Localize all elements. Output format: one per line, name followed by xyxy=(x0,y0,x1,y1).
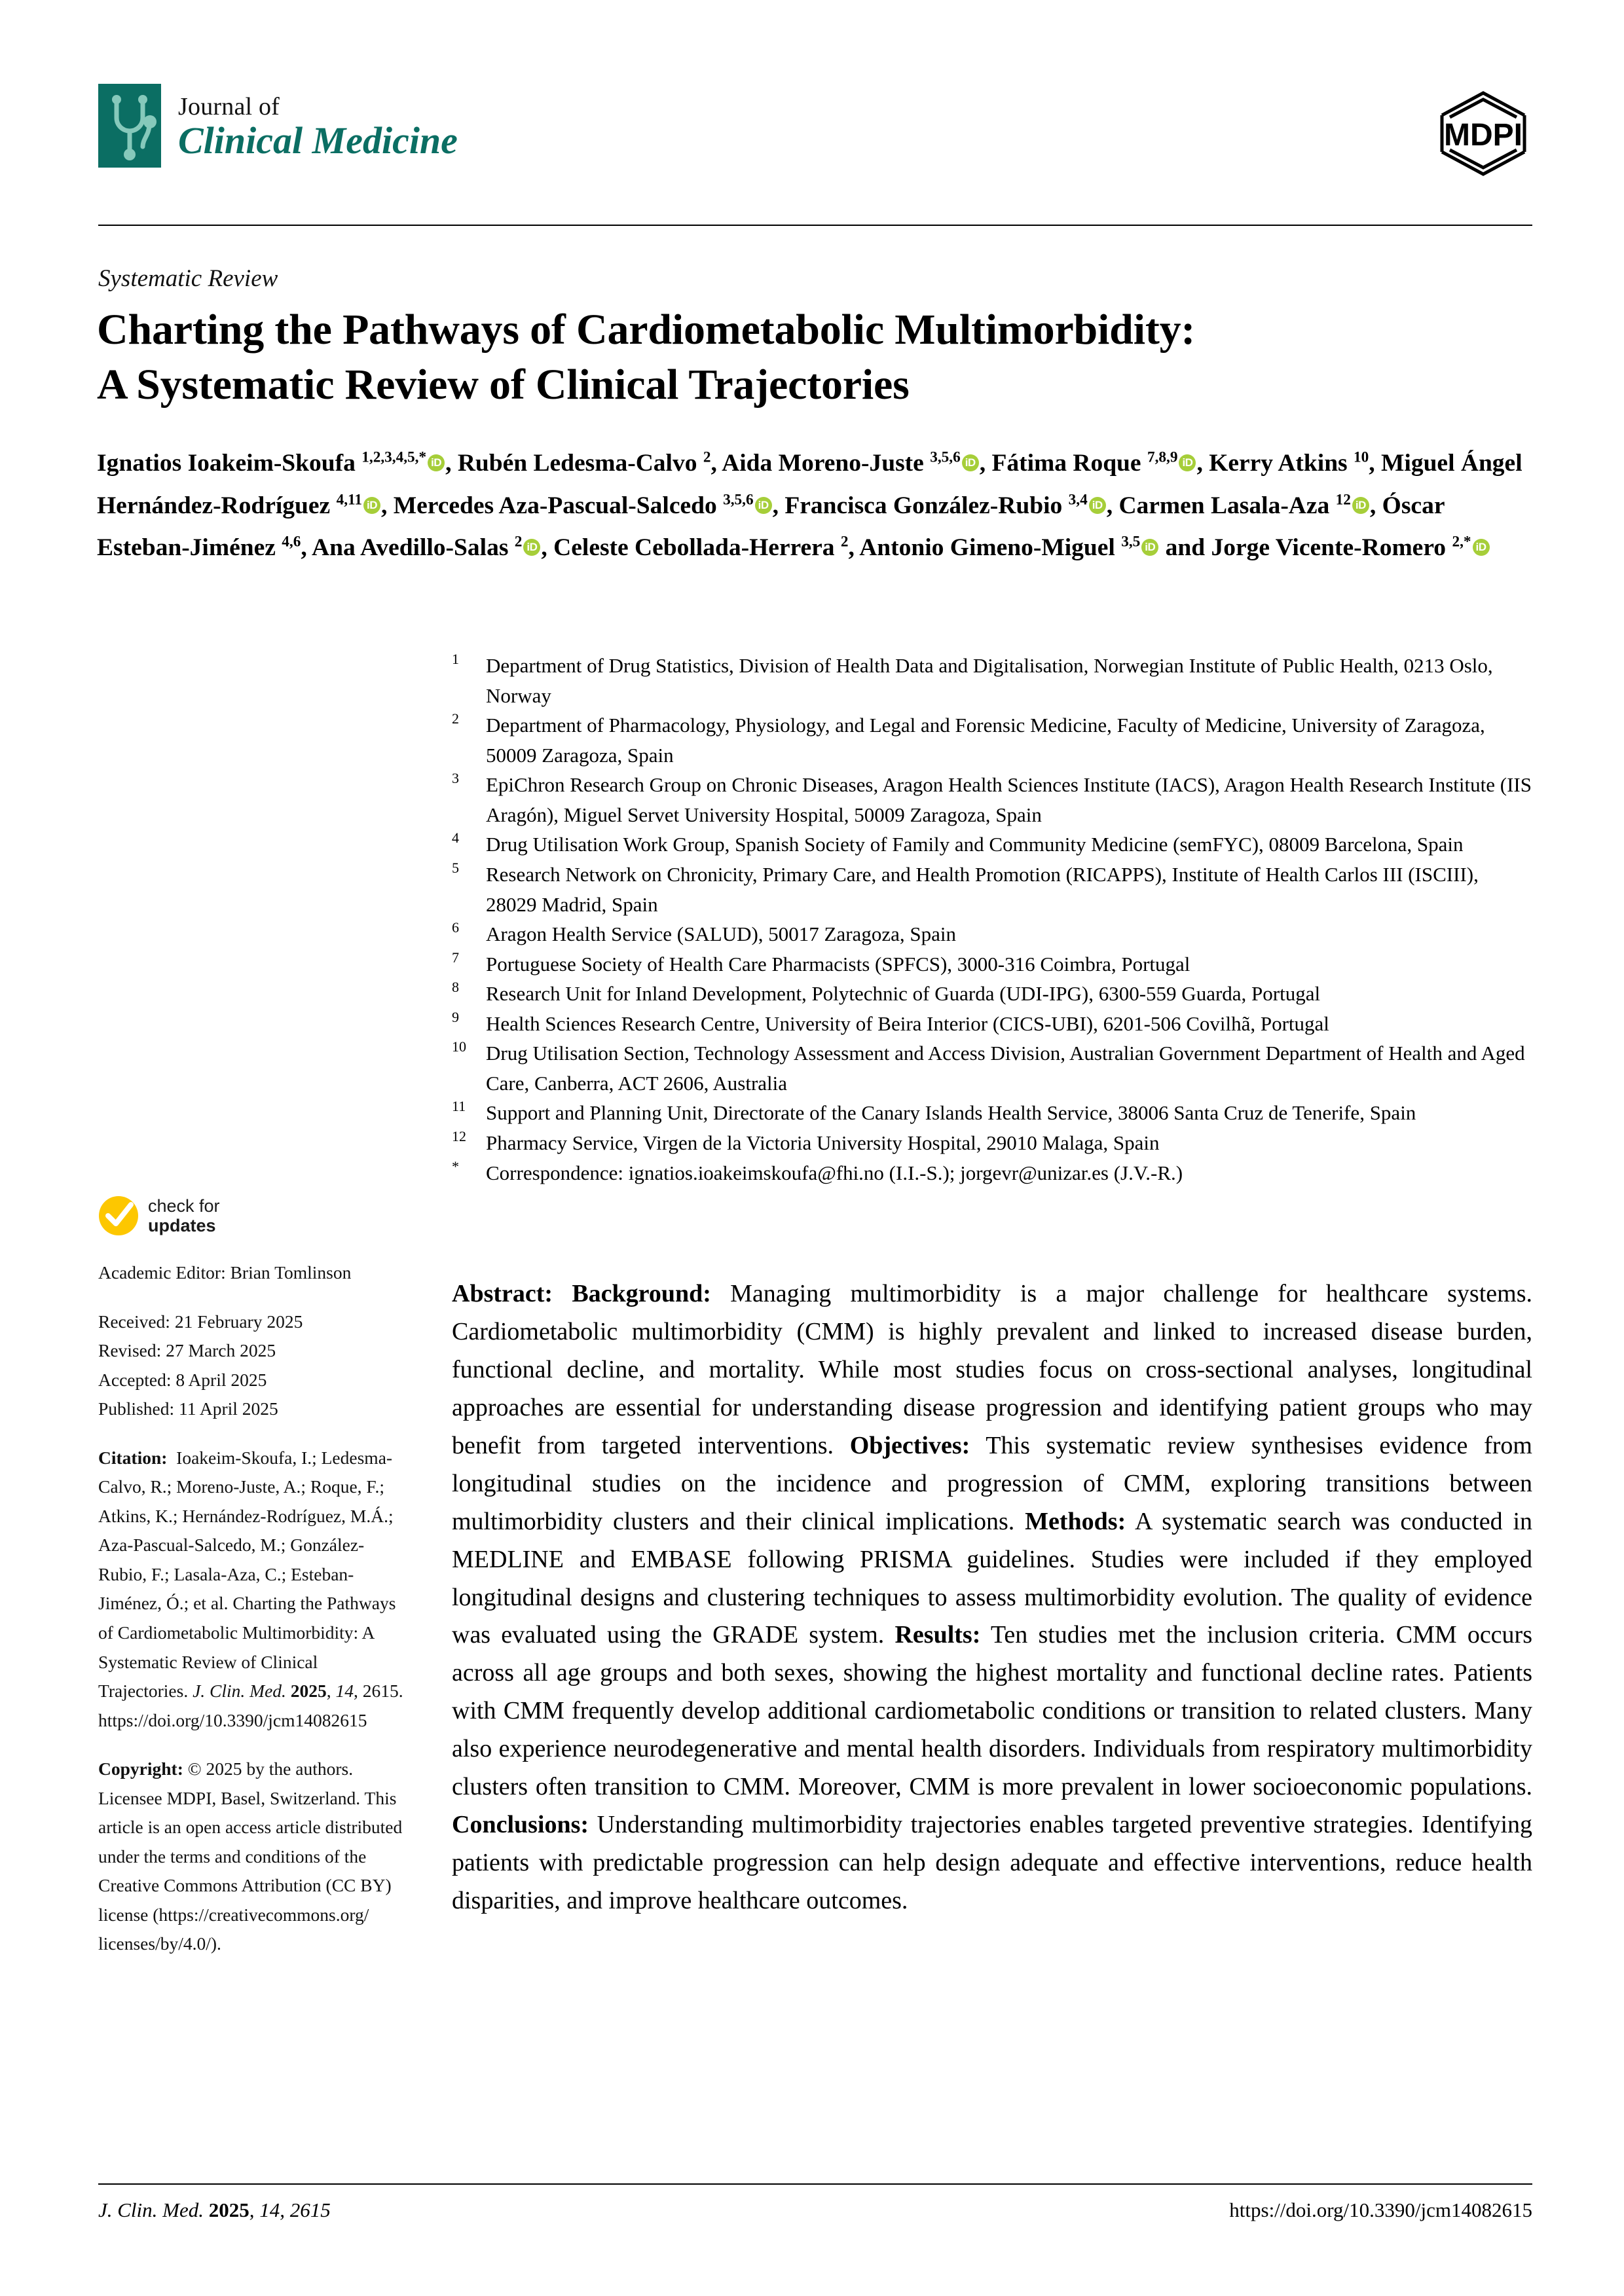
page-footer xyxy=(98,2198,1532,2222)
affiliation-marker: 8 xyxy=(452,979,459,996)
title-line-1: Charting the Pathways of Cardiometabolic Multimorbidity: xyxy=(97,306,1196,354)
affiliation-list xyxy=(452,651,1532,1188)
affiliation-item xyxy=(452,710,1532,770)
affiliation-text: Drug Utilisation Work Group, Spanish Society of Family and Community Medicine (semFYC), 08009 Barcelona, Spain xyxy=(486,833,1464,856)
orcid-icon[interactable]: iD xyxy=(1352,497,1369,514)
affiliation-text: Support and Planning Unit, Directorate of the Canary Islands Health Service, 38006 Santa Cruz de Tenerife, Spain xyxy=(486,1101,1416,1125)
affiliation-text[interactable]: Correspondence: ignatios.ioakeimskoufa@fhi.no (I.I.-S.); jorgevr@unizar.es (J.V.-R.) xyxy=(486,1161,1183,1184)
affiliation-marker: 3 xyxy=(452,770,459,787)
journal-logo[interactable] xyxy=(98,84,458,168)
mdpi-wordmark: MDPI xyxy=(1444,118,1522,153)
affiliation-marker: 6 xyxy=(452,919,459,936)
orcid-icon[interactable]: iD xyxy=(962,454,979,471)
citation-block: Citation: Ioakeim-Skoufa, I.; Ledesma-Calvo, R.; Moreno-Juste, A.; Roque, F.; Atkins, K.; Hernández-Rodríguez, M.Á.; Aza-Pascual-Salcedo, M.; González-Rubio, F.; Lasala-Aza, C.; Esteban-Jiménez, Ó.; et al. Charting the Pathways of Cardiometabolic Multimorbidity: A Systematic Review of Clinical Trajectories. J. Clin. Med. 2025, 14, 2615. https://doi.org/10.3390/jcm14082615 xyxy=(98,1447,403,1730)
affiliation-text: EpiChron Research Group on Chronic Diseases, Aragon Health Sciences Institute (IACS), Aragon Health Research Institute (IIS Aragón), Miguel Servet University Hospital, 50009 Zaragoza, Spain xyxy=(486,773,1532,826)
affiliation-item xyxy=(452,1128,1532,1158)
affiliation-marker: 2 xyxy=(452,710,459,727)
article-type-label: Systematic Review xyxy=(98,265,278,292)
affiliation-text: Pharmacy Service, Virgen de la Victoria University Hospital, 29010 Malaga, Spain xyxy=(486,1131,1160,1154)
affiliation-item xyxy=(452,1158,1532,1188)
check-circle-icon xyxy=(98,1195,139,1236)
orcid-icon[interactable]: iD xyxy=(428,454,445,471)
affiliation-item xyxy=(452,919,1532,949)
affiliation-marker: * xyxy=(452,1157,459,1175)
affiliation-marker: 5 xyxy=(452,859,459,876)
sidebar xyxy=(98,1195,406,1978)
cfu-line-1: check for xyxy=(148,1195,220,1216)
journal-name-small: Journal of xyxy=(178,93,280,120)
orcid-icon[interactable]: iD xyxy=(1473,539,1490,556)
date-revised: Revised: 27 March 2025 xyxy=(98,1340,276,1361)
logo-row xyxy=(98,84,1532,179)
affiliation-text: Department of Drug Statistics, Division of Health Data and Digitalisation, Norwegian Institute of Public Health, 0213 Oslo, Norway xyxy=(486,654,1493,707)
stethoscope-icon xyxy=(98,84,161,168)
affiliation-item xyxy=(452,1009,1532,1039)
affiliation-text: Department of Pharmacology, Physiology, and Legal and Forensic Medicine, Faculty of Medicine, University of Zaragoza, 50009 Zaragoza, Spain xyxy=(486,714,1485,767)
author-list: Ignatios Ioakeim-Skoufa $^{1,2,3,4,5,*}$ iD , Rubén Ledesma-Calvo $^2$, Aida Moreno-Juste $^{3,5,6}$ iD , Fátima Roque $^{7,8,9}$ iD , Kerry Atkins $^{10}$, Miguel Ángel Hernández-Rodríguez $^{4,11}$ iD , Mercedes Aza-Pascual-Salcedo $^{3,5,6}$ iD , Francisca González-Rubio $^{3,4}$ iD , Carmen Lasala-Aza $^{12}$ iD , Óscar Esteban-Jiménez $^{4,6}$, Ana Avedillo-Salas $^2$ iD , Celeste Cebollada-Herrera $^2$, Antonio Gimeno-Miguel $^{3,5}$ iD and Jorge Vicente-Romero $^{2,*}$ iD xyxy=(97,448,1522,561)
masthead xyxy=(98,84,1532,221)
academic-editor: Academic Editor: Brian Tomlinson xyxy=(98,1262,352,1283)
title-line-2: A Systematic Review of Clinical Trajectories xyxy=(97,361,910,409)
affiliation-marker: 10 xyxy=(452,1038,466,1055)
cfu-line-2: updates xyxy=(148,1216,216,1235)
orcid-icon[interactable]: iD xyxy=(523,539,540,556)
affiliation-text: Health Sciences Research Centre, University of Beira Interior (CICS-UBI), 6201-506 Covilhã, Portugal xyxy=(486,1011,1329,1035)
affiliation-marker: 12 xyxy=(452,1128,466,1144)
orcid-icon[interactable]: iD xyxy=(1141,539,1158,556)
date-accepted: Accepted: 8 April 2025 xyxy=(98,1369,267,1390)
affiliation-text: Drug Utilisation Section, Technology Assessment and Access Division, Australian Government Department of Health and Aged Care, Canberra, ACT 2606, Australia xyxy=(486,1042,1525,1095)
affiliation-marker: 9 xyxy=(452,1008,459,1025)
orcid-icon[interactable]: iD xyxy=(755,497,772,514)
journal-name-big: Clinical Medicine xyxy=(178,119,458,162)
academic-editor-block xyxy=(98,1258,406,1288)
article-dates-block xyxy=(98,1307,406,1424)
affiliation-item xyxy=(452,860,1532,919)
date-received: Received: 21 February 2025 xyxy=(98,1311,303,1332)
affiliation-item xyxy=(452,1038,1532,1098)
page-title xyxy=(97,302,1472,413)
date-published: Published: 11 April 2025 xyxy=(98,1398,278,1419)
footer-citation: J. Clin. Med. 2025, 14, 2615 xyxy=(98,2198,331,2221)
header-divider xyxy=(98,225,1532,226)
orcid-icon[interactable]: iD xyxy=(363,497,380,514)
check-for-updates-text xyxy=(148,1196,220,1235)
abstract: Abstract: Background: Managing multimorbidity is a major challenge for healthcare systems. Cardiometabolic multimorbidity (CMM) is highly prevalent and linked to increased disease burden, functional decline, and mortality. While most studies focus on cross-sectional analyses, longitudinal approaches are essential for understanding disease progression and identifying patient groups who may benefit from targeted interventions. Objectives: This systematic review synthesises evidence from longitudinal studies on the incidence and progression of CMM, exploring transitions between multimorbidity clusters and their clinical implications. Methods: A systematic search was conducted in MEDLINE and EMBASE following PRISMA guidelines. Studies were included if they employed longitudinal designs and clustering techniques to assess multimorbidity evolution. The quality of evidence was evaluated using the GRADE system. Results: Ten studies met the inclusion criteria. CMM occurs across all age groups and both sexes, showing the highest mortality and functional decline rates. Patients with CMM frequently develop additional cardiometabolic conditions or transition to related clusters. Many also experience neurodegenerative and mental health disorders. Individuals from respiratory multimorbidity clusters often transition to CMM. Moreover, CMM is more prevalent in lower socioeconomic populations. Conclusions: Understanding multimorbidity trajectories enables targeted preventive strategies. Identifying patients with predictable progression can help design adequate and effective interventions, reduce health disparities, and improve healthcare outcomes. xyxy=(452,1280,1532,1914)
affiliation-text: Research Network on Chronicity, Primary Care, and Health Promotion (RICAPPS), Institute of Health Carlos III (ISCIII), 28029 Madrid, Spain xyxy=(486,862,1479,916)
mdpi-logo[interactable] xyxy=(1434,88,1532,179)
affiliation-item xyxy=(452,949,1532,979)
affiliation-text: Portuguese Society of Health Care Pharmacists (SPFCS), 3000-316 Coimbra, Portugal xyxy=(486,952,1190,975)
footer-doi-link[interactable]: https://doi.org/10.3390/jcm14082615 xyxy=(1229,2198,1532,2221)
affiliation-text: Research Unit for Inland Development, Polytechnic of Guarda (UDI-IPG), 6300-559 Guarda, Portugal xyxy=(486,982,1321,1006)
affiliation-item xyxy=(452,829,1532,860)
orcid-icon[interactable]: iD xyxy=(1179,454,1196,471)
affiliation-marker: 7 xyxy=(452,949,459,966)
affiliation-item xyxy=(452,770,1532,829)
check-for-updates-badge[interactable] xyxy=(98,1195,406,1236)
affiliation-text: Aragon Health Service (SALUD), 50017 Zaragoza, Spain xyxy=(486,922,956,946)
orcid-icon[interactable]: iD xyxy=(1089,497,1106,514)
affiliation-item xyxy=(452,1098,1532,1128)
affiliation-marker: 4 xyxy=(452,829,459,847)
copyright-block: Copyright: © 2025 by the authors. Licensee MDPI, Basel, Switzerland. This article is an open access article distributed under the terms and conditions of the Creative Commons Attribution (CC BY) license (https://creativecommons.org/ licenses/by/4.0/). xyxy=(98,1758,403,1954)
affiliation-marker: 1 xyxy=(452,651,459,667)
affiliation-item xyxy=(452,979,1532,1009)
journal-name xyxy=(178,92,458,160)
footer-divider xyxy=(98,2183,1532,2185)
affiliation-item xyxy=(452,651,1532,710)
affiliation-marker: 11 xyxy=(452,1098,466,1115)
